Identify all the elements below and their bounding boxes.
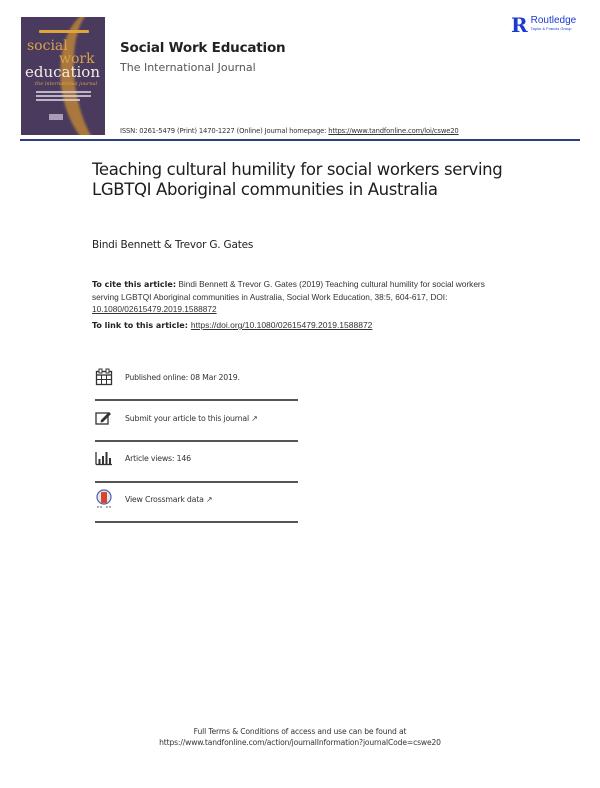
external-link-icon: ↗ <box>251 413 258 423</box>
cover-publisher-logo <box>49 114 63 120</box>
bar-chart-icon <box>95 448 119 468</box>
article-link-line <box>92 320 372 330</box>
publisher-tagline: Taylor & Francis Group <box>530 26 572 31</box>
article-url-link[interactable]: https://doi.org/10.1080/02615479.2019.1588872 <box>190 320 373 330</box>
link-label: To link to this article: <box>92 321 188 330</box>
header-divider <box>20 139 580 141</box>
routledge-r-icon: R <box>511 13 528 37</box>
published-online-item <box>95 367 298 387</box>
info-divider <box>95 399 298 401</box>
journal-homepage-link[interactable]: https://www.tandfonline.com/loi/cswe20 <box>328 127 459 135</box>
terms-footer <box>0 726 600 748</box>
submit-article-label[interactable]: Submit your article to this journal ↗ <box>125 413 258 423</box>
cover-title-line1: social <box>27 38 68 54</box>
cover-text-lines <box>36 91 91 103</box>
article-authors: Bindi Bennett & Trevor G. Gates <box>92 239 254 251</box>
doi-link[interactable]: 10.1080/02615479.2019.1588872 <box>92 304 217 314</box>
cover-banner <box>39 30 89 33</box>
edit-icon <box>95 408 119 428</box>
info-divider <box>95 521 298 523</box>
journal-title: Social Work Education <box>120 40 286 56</box>
article-title: Teaching cultural humility for social workers serving LGBTQI Aboriginal communities in Australia <box>92 160 503 199</box>
external-link-icon: ↗ <box>205 494 213 504</box>
submit-article-item[interactable] <box>95 408 298 428</box>
info-divider <box>95 481 298 483</box>
publisher-logo <box>511 15 576 35</box>
article-views-label: Article views: 146 <box>125 453 191 463</box>
crossmark-item[interactable] <box>95 489 298 509</box>
publisher-name: Routledge <box>530 15 577 26</box>
issn-text: ISSN: 0261-5479 (Print) 1470-1227 (Online) Journal homepage: <box>120 127 329 135</box>
footer-line1: Full Terms & Conditions of access and use can be found at <box>193 727 407 736</box>
calendar-icon <box>95 367 119 387</box>
journal-subtitle: The International Journal <box>120 61 256 74</box>
issn-line <box>120 127 459 135</box>
journal-cover-image <box>21 17 105 135</box>
crossmark-icon <box>95 489 119 509</box>
cite-label: To cite this article: <box>92 280 177 289</box>
footer-terms-link[interactable]: https://www.tandfonline.com/action/journalInformation?journalCode=cswe20 <box>159 738 441 747</box>
citation-block <box>92 278 512 315</box>
cover-subtitle: the international journal <box>35 81 98 87</box>
cite-text: Bindi Bennett & Trevor G. Gates (2019) Teaching cultural humility for social workers serving LGBTQI Aboriginal communities in Australia, Social Work Education, 38:5, 604-617, DOI: <box>92 279 485 302</box>
published-online-label: Published online: 08 Mar 2019. <box>125 372 240 382</box>
cover-title-line3: education <box>25 63 100 81</box>
crossmark-label[interactable]: View Crossmark data ↗ <box>125 494 213 504</box>
article-views-item <box>95 448 298 468</box>
cover-title-line2: work <box>59 51 95 67</box>
info-divider <box>95 440 298 442</box>
